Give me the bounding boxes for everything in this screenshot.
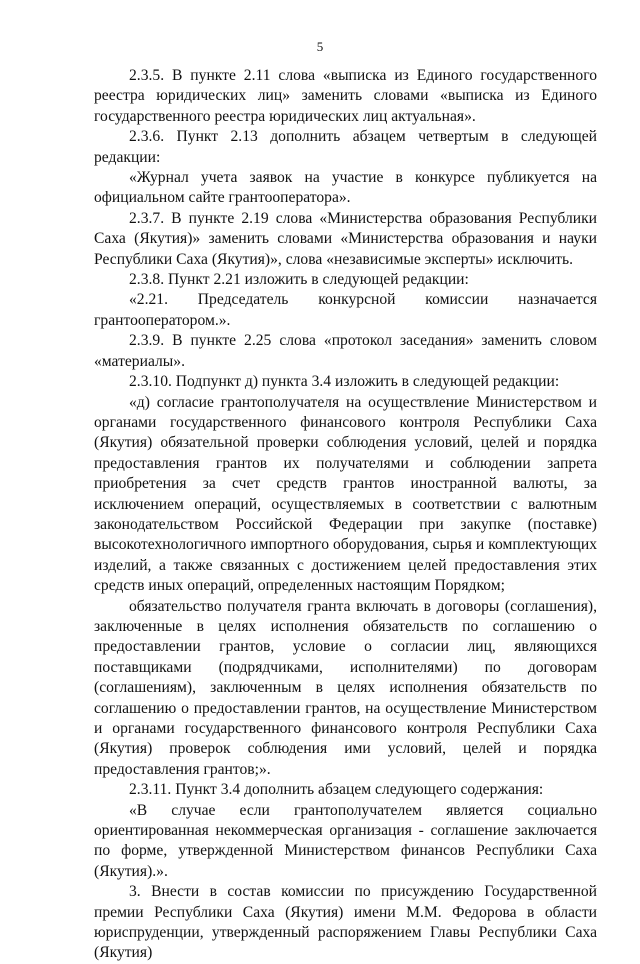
- paragraph-2-3-11: 2.3.11. Пункт 3.4 дополнить абзацем следующего содержания:: [129, 781, 544, 799]
- paragraph-2-3-8: 2.3.8. Пункт 2.21 изложить в следующей редакции:: [129, 271, 469, 289]
- paragraph-item-3: 3. Внести в состав комиссии по присуждению Государственной премии Республики Саха (Якутия) имени М.М. Федорова в области юриспруденции, утвержденный распоряжением Главы Республики Саха (Якутия): [94, 883, 597, 962]
- paragraph-obligation: обязательство получателя гранта включать в договоры (соглашения), заключенные в целях исполнения обязательств по соглашению о предоставлении грантов, условие о согласии лиц, являющихся поставщиками (подрядчиками, исполнителями) по договорам (соглашениям), заключенным в целях исполнения обязательств по соглашению о предоставлении грантов, на осуществление Министерством и органами государственного финансового контроля Республики Саха (Якутия) проверок соблюдения ими условий, целей и порядка предоставления грантов;».: [94, 597, 597, 778]
- paragraph-2-3-10: 2.3.10. Подпункт д) пункта 3.4 изложить в следующей редакции:: [129, 373, 560, 391]
- page-number: 5: [316, 39, 324, 54]
- paragraph-journal-quote: «Журнал учета заявок на участие в конкурсе публикуется на официальном сайте грантооператора».: [94, 169, 597, 207]
- document-body: [94, 66, 597, 964]
- paragraph-2-3-6: 2.3.6. Пункт 2.13 дополнить абзацем четвертым в следующей редакции:: [94, 128, 597, 166]
- paragraph-nko-quote: «В случае если грантополучателем является социально ориентированная некоммерческая организация - соглашение заключается по форме, утвержденной Министерством финансов Республики Саха (Якутия).».: [94, 801, 597, 880]
- paragraph-2-3-9: 2.3.9. В пункте 2.25 слова «протокол заседания» заменить словом «материалы».: [94, 332, 597, 370]
- paragraph-subclause-d-quote: «д) согласие грантополучателя на осуществление Министерством и органами государственного финансового контроля Республики Саха (Якутия) обязательной проверки соблюдения условий, целей и порядка предоставления грантов их получателями и соблюдении запрета приобретения за счет средств грантов иностранной валюты, за исключением операций, осуществляемых в соответствии с валютным законодательством Российской Федерации при закупке (поставке) высокотехнологичного импортного оборудования, сырья и комплектующих изделий, а также связанных с достижением целей предоставления этих средств иных операций, определенных настоящим Порядком;: [94, 393, 597, 595]
- paragraph-2-3-5: 2.3.5. В пункте 2.11 слова «выписка из Единого государственного реестра юридических лиц» заменить словами «выписка из Единого государственного реестра юридических лиц актуальная».: [94, 67, 597, 125]
- paragraph-2-21-quote: «2.21. Председатель конкурсной комиссии назначается грантооператором.».: [94, 291, 597, 329]
- paragraph-2-3-7: 2.3.7. В пункте 2.19 слова «Министерства образования Республики Саха (Якутия)» заменить словами «Министерства образования и науки Республики Саха (Якутия)», слова «независимые эксперты» исключить.: [94, 209, 597, 268]
